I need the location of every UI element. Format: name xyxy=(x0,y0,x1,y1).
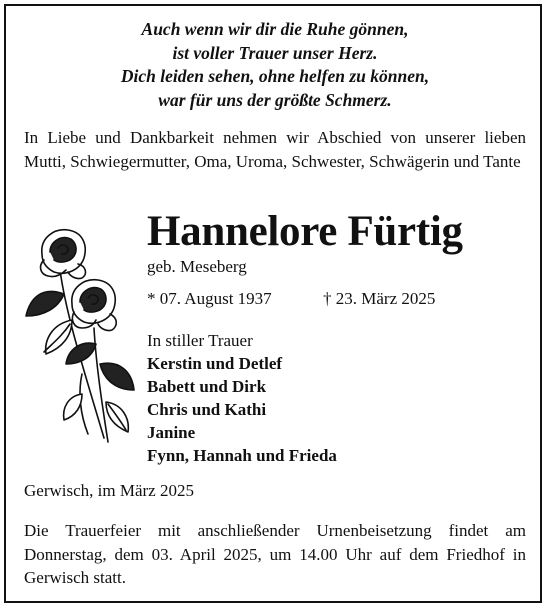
mourner-family: Kerstin und Detlef xyxy=(147,354,283,373)
death-date: † 23. März 2025 xyxy=(323,289,436,308)
place-date: Gerwisch, im März 2025 xyxy=(24,481,194,500)
birth-date: * 07. August 1937 xyxy=(147,289,272,308)
service-text: Die Trauerfeier mit anschließender Urnenbeisetzung findet am Donnerstag, dem 03. April 2025, um 14.00 Uhr auf dem Friedhof in Gerwisch statt. xyxy=(24,521,526,587)
poem xyxy=(0,18,550,112)
mourners xyxy=(147,329,337,467)
rose-icon xyxy=(22,224,137,450)
farewell-text: In Liebe und Dankbarkeit nehmen wir Abschied von unserer lieben Mutti, Schwiegermutter, Oma, Uroma, Schwester, Schwägerin und Tante xyxy=(24,128,526,171)
poem-line: Auch wenn wir dir die Ruhe gönnen, xyxy=(141,19,409,39)
mourner-family: Janine xyxy=(147,423,196,442)
poem-line: war für uns der größte Schmerz. xyxy=(158,89,392,110)
mourner-family: Chris und Kathi xyxy=(147,400,267,419)
mourner-family: Babett und Dirk xyxy=(147,377,267,396)
mourners-intro: In stiller Trauer xyxy=(147,331,253,350)
mourner-family: Fynn, Hannah und Frieda xyxy=(147,446,337,465)
poem-line: Dich leiden sehen, ohne helfen zu können, xyxy=(120,66,430,86)
birth-name: geb. Meseberg xyxy=(147,257,247,276)
poem-line: ist voller Trauer unser Herz. xyxy=(172,42,378,63)
life-dates xyxy=(147,288,436,310)
deceased-name: Hannelore Fürtig xyxy=(147,208,463,255)
